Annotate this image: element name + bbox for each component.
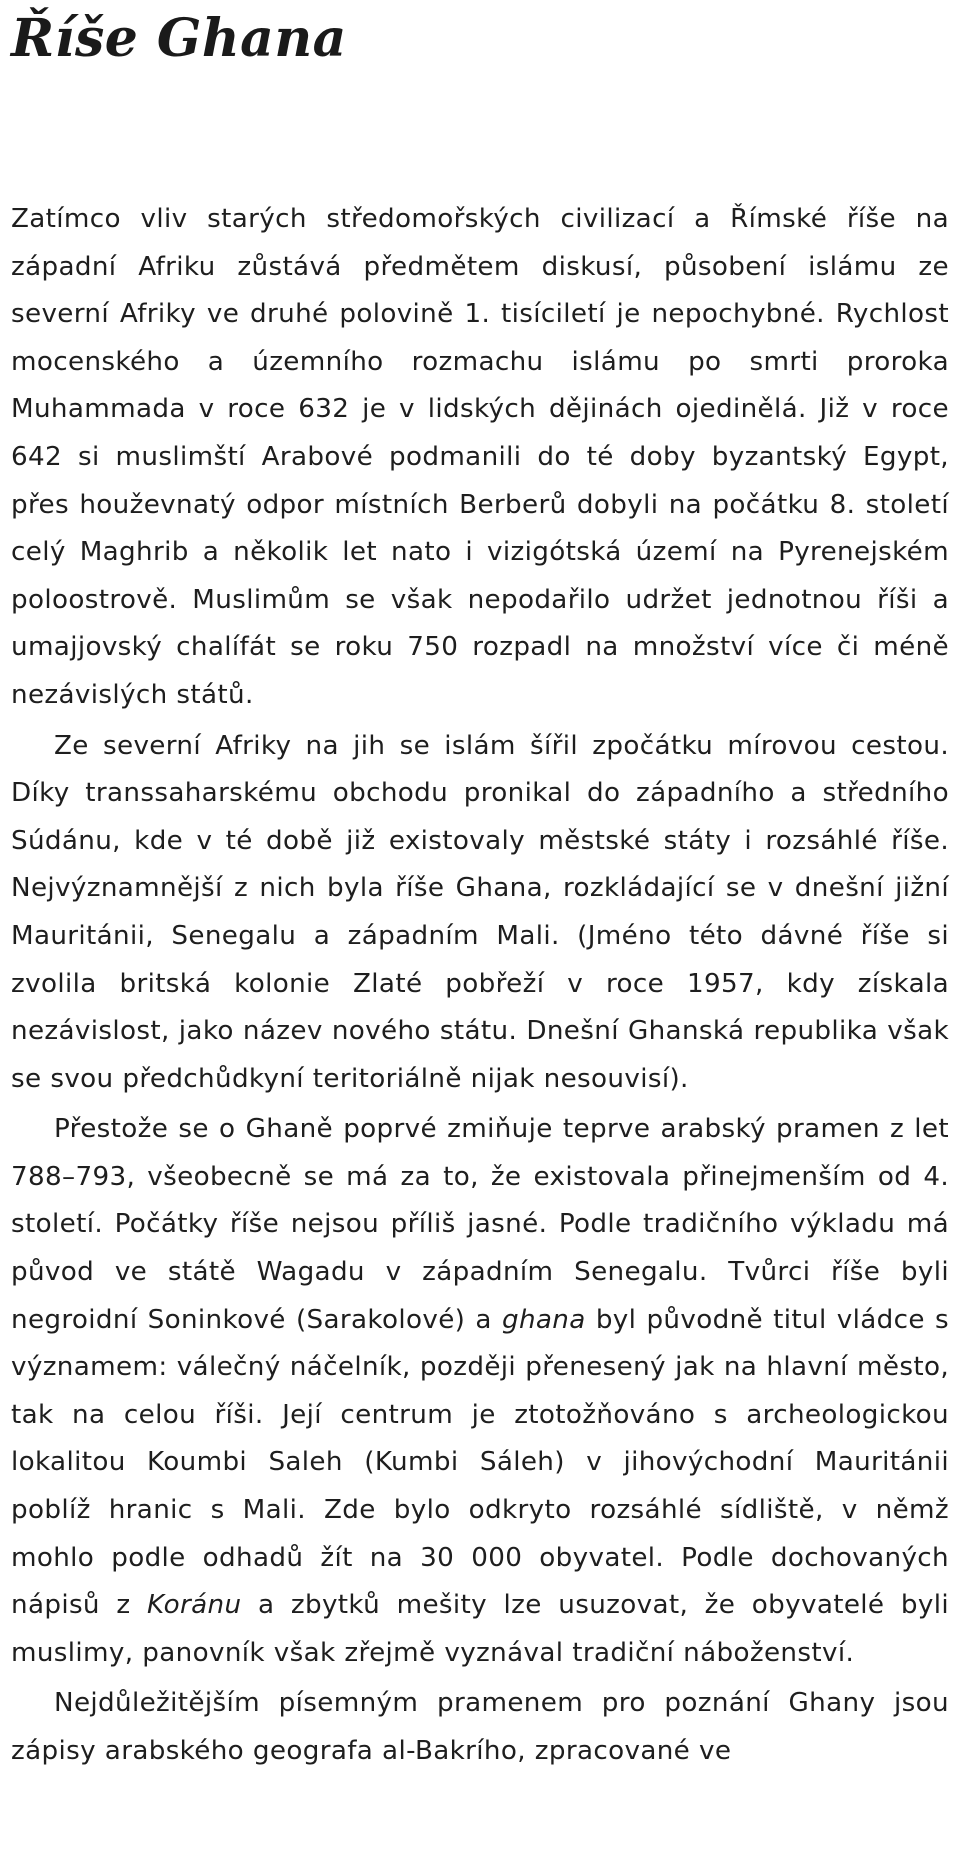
italic-term: Koránu — [147, 1590, 242, 1621]
paragraph — [11, 723, 949, 1104]
paragraph-text: Přestože se o Ghaně poprvé zmiňuje teprve arabský pramen z let 788–793, všeobecně se má za to, že existovala přinejmenším od 4. století. Počátky říše nejsou příliš jasné. Podle tradičního výkladu má původ ve státě Wagadu v západním Senegalu. Tvůrci říše byli negroidní Soninkové (Sarakolové) a — [11, 1114, 949, 1335]
paragraph-text: Nejdůležitějším písemným pramenem pro poznání Ghany jsou zápisy arabského geografa al-Bakrího, zpracované ve — [11, 1688, 949, 1766]
body-text — [11, 196, 949, 1779]
paragraph — [11, 196, 949, 720]
chapter-title: Říše Ghana — [11, 8, 347, 69]
paragraph-text: Zatímco vliv starých středomořských civilizací a Římské říše na západní Afriku zůstává předmětem diskusí, působení islámu ze severní Afriky ve druhé polovině 1. tisíciletí je nepochybné. Rychlost mocenského a územního rozmachu islámu po smrti proroka Muhammada v roce 632 je v lidských dějinách ojedinělá. Již v roce 642 si muslimští Arabové podmanili do té doby byzantský Egypt, přes houževnatý odpor místních Berberů dobyli na počátku 8. století celý Maghrib a několik let nato i vizigótská území na Pyrenejském poloostrově. Muslimům se však nepodařilo udržet jednotnou říši a umajjovský chalífát se roku 750 rozpadl na množství více či méně nezávislých států. — [11, 204, 949, 710]
paragraph-text: a zbytků mešity lze usuzovat, že obyvatelé byli muslimy, panovník však zřejmě vyznával tradiční náboženství. — [11, 1590, 949, 1668]
italic-term: ghana — [501, 1304, 586, 1335]
paragraph — [11, 1680, 949, 1775]
paragraph-text: Ze severní Afriky na jih se islám šířil zpočátku mírovou cestou. Díky transsaharskému obchodu pronikal do západního a středního Súdánu, kde v té době již existovaly městské státy i rozsáhlé říše. Nejvýznamnější z nich byla říše Ghana, rozkládající se v dnešní jižní Mauritánii, Senegalu a západním Mali. (Jméno této dávné říše si zvolila britská kolonie Zlaté pobřeží v roce 1957, kdy získala nezávislost, jako název nového státu. Dnešní Ghanská republika však se svou předchůdkyní teritoriálně nijak nesouvisí). — [11, 730, 949, 1094]
paragraph — [11, 1106, 949, 1677]
paragraph-text: byl původně titul vládce s významem: válečný náčelník, později přenesený jak na hlavní město, tak na celou říši. Její centrum je ztotožňováno s archeologickou lokalitou Koumbi Saleh (Kumbi Sáleh) v jihovýchodní Mauritánii poblíž hranic s Mali. Zde bylo odkryto rozsáhlé sídliště, v němž mohlo podle odhadů žít na 30 000 obyvatel. Podle dochovaných nápisů z — [11, 1304, 949, 1621]
